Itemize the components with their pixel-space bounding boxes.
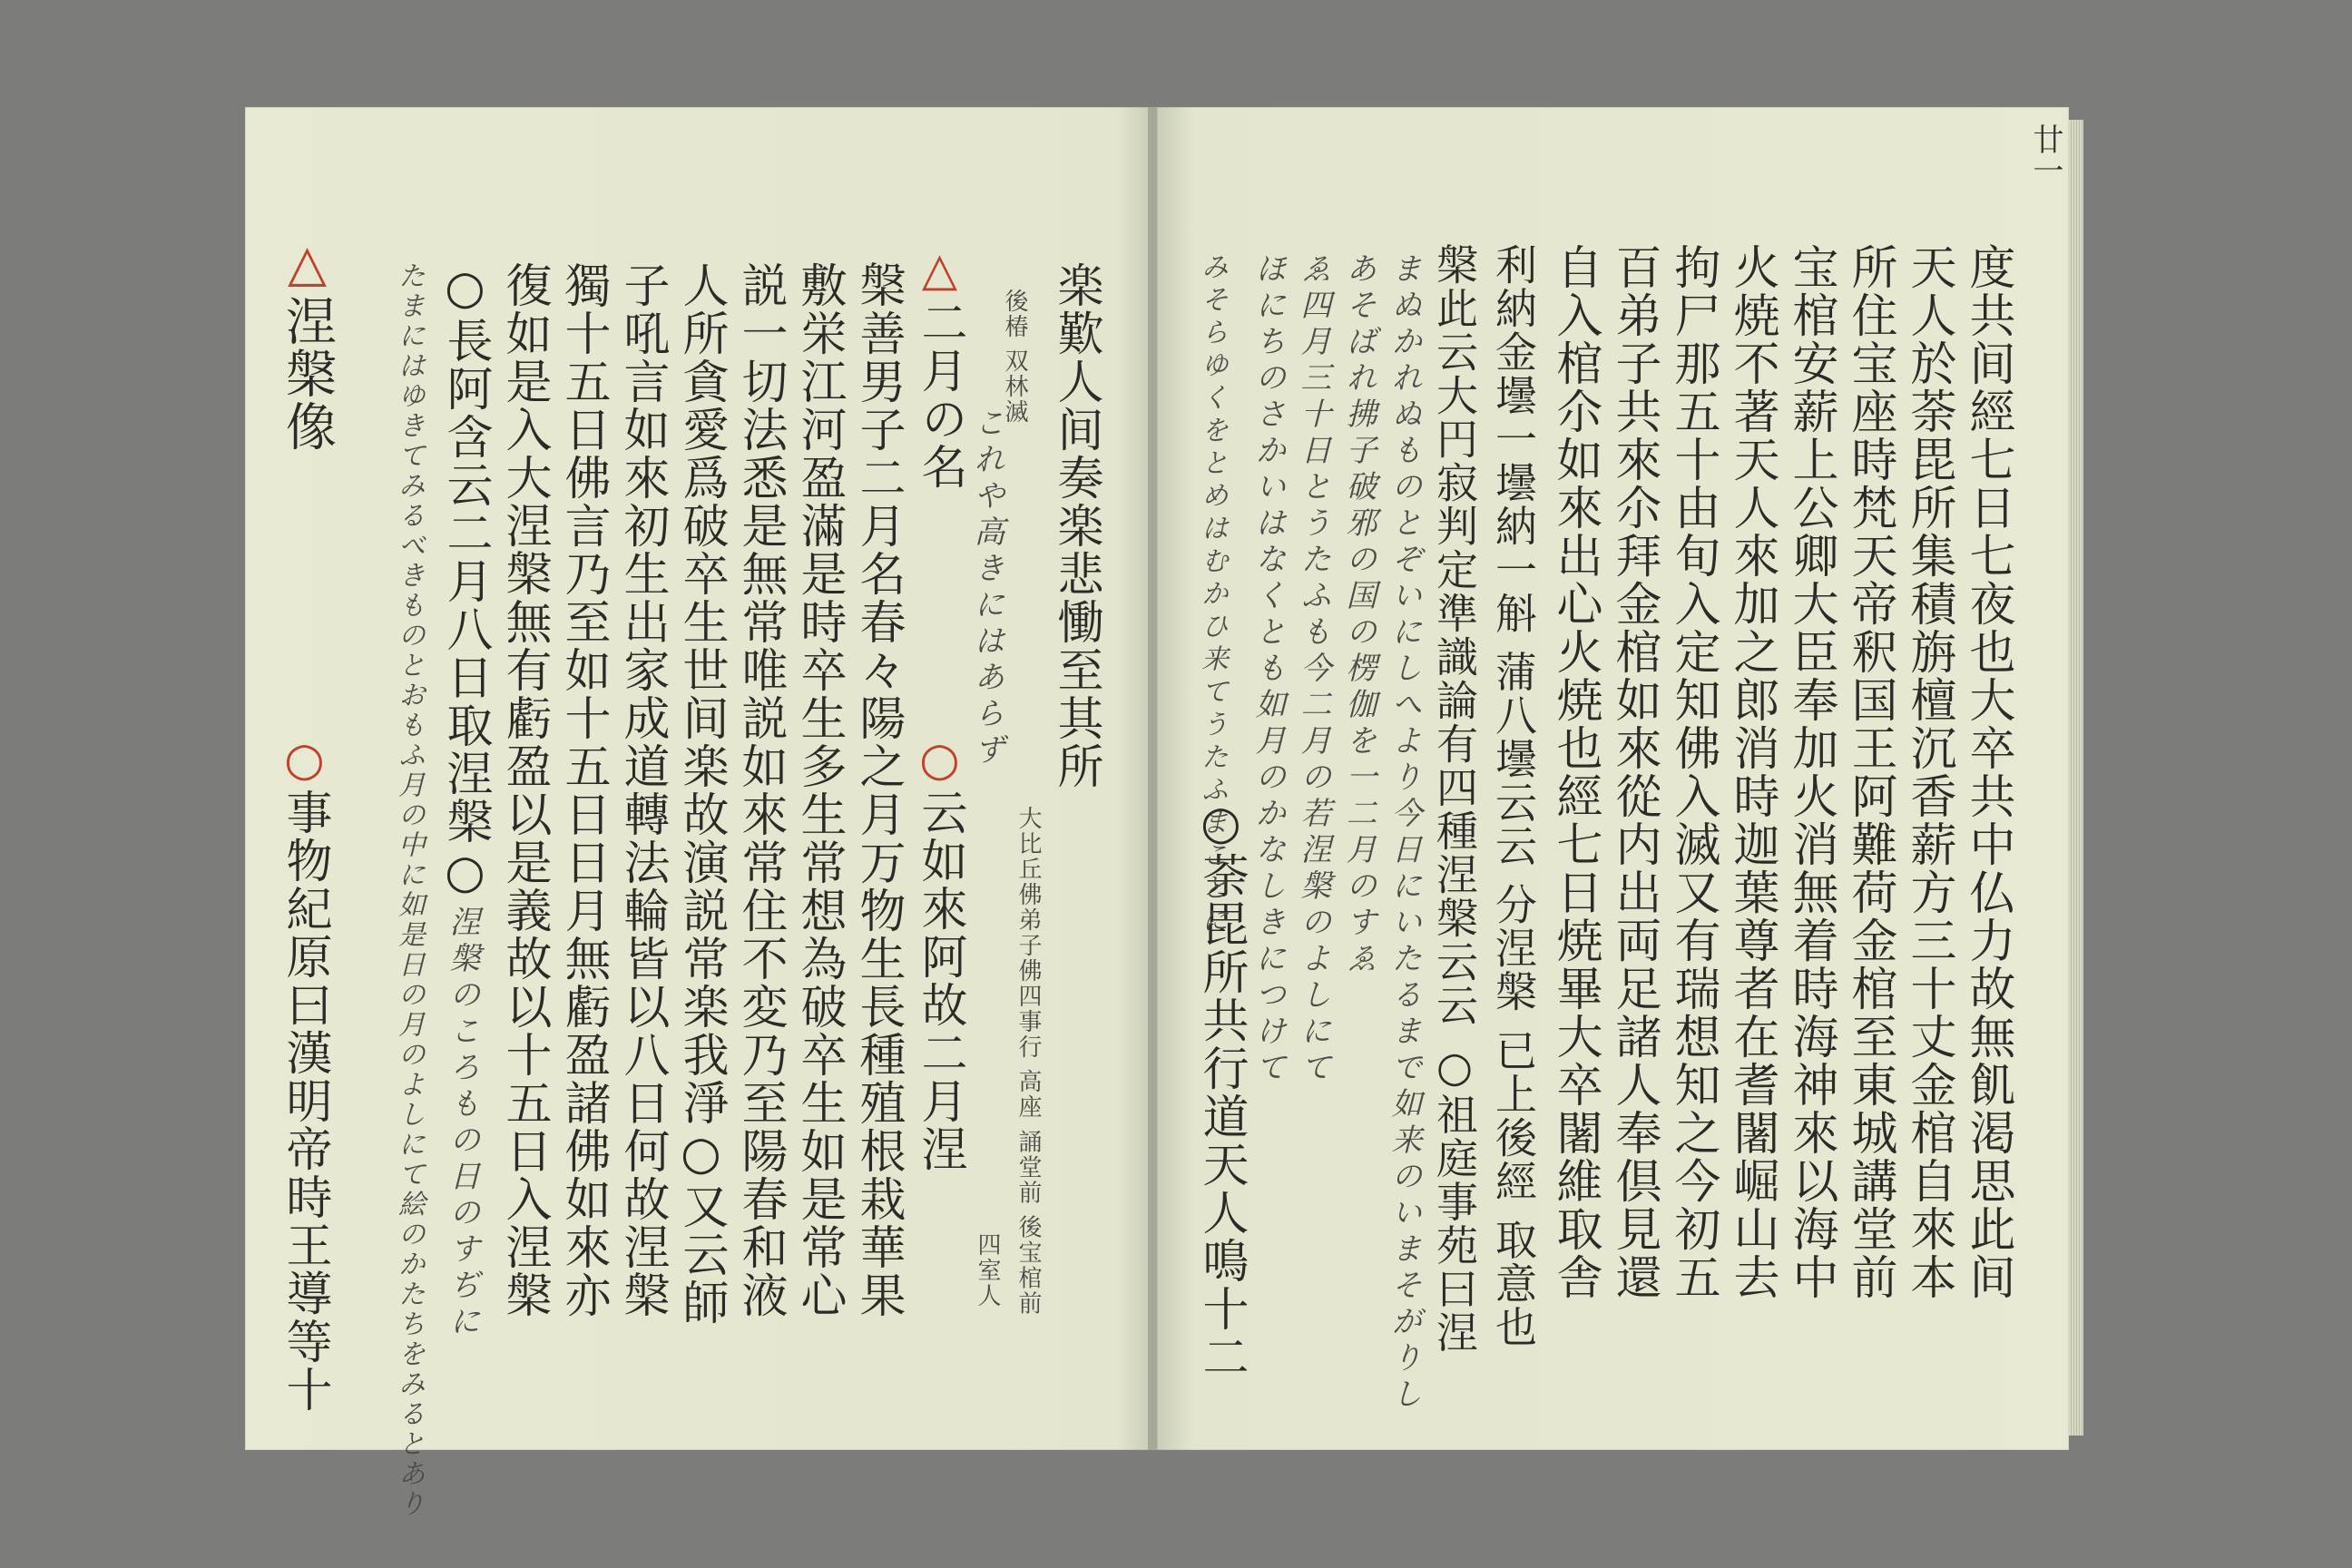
circle-marker-icon: ○: [913, 733, 966, 789]
left-heading-1-text: 二月の名: [913, 299, 966, 491]
left-col-e: 敷栄江河盈滿是時卒生多生常想為破卒生如是常心: [792, 261, 846, 1319]
right-cursive-col-1: まぬかれぬものとぞいにしへより今日にいたるまで如来のいまそがりし: [1386, 252, 1422, 1414]
left-col-c2-text: 云如來阿故二月涅: [913, 789, 966, 1173]
circle-marker-icon: ○: [278, 733, 331, 789]
left-heading-1: [913, 243, 966, 491]
left-col-i: 獨十五日佛言乃至如十五日日月無虧盈諸佛如來亦: [556, 261, 610, 1319]
right-col-4: 宝棺安薪上公卿大臣奉加火消無着時海神來以海中: [1784, 243, 1838, 1301]
left-col-b-end: 四室人: [974, 1232, 1001, 1308]
right-col-11: ○荼毘所共行道天人鳴十二: [1194, 797, 1248, 1381]
left-col-h: 子吼言如來初生出家成道轉法輪皆以八日何故涅槃: [615, 261, 669, 1319]
right-col-3: 所住宝座時梵天帝釈国王阿難荷金棺至東城講堂前: [1843, 243, 1896, 1301]
right-cursive-col-2: あそばれ拂子破邪の国の楞伽を一二月のすゑ: [1340, 252, 1377, 978]
left-col-a-note: 大比丘佛弟子佛四事行 高座 誦堂前 後宝棺前: [1014, 806, 1042, 1317]
right-col-7: 百弟子共來尒拜金棺如來從内出両足諸人奉倶見還: [1607, 243, 1661, 1301]
right-col-10: 槃此云大円寂判定準識論有四種涅槃云云 ○祖庭事苑曰涅: [1430, 243, 1479, 1355]
section-title-text: 涅槃像: [278, 295, 337, 453]
source-line: [278, 733, 331, 1414]
right-cursive-col-3: ゑ四月三十日とうたふも今二月の若涅槃のよしにて: [1295, 252, 1331, 1087]
right-col-5: 火焼不著天人來加之郎消時迦葉尊者在耆闍崛山去: [1725, 243, 1779, 1301]
right-col-2: 天人於荼毘所集積旃檀沉香薪方三十丈金棺自來本: [1902, 243, 1955, 1301]
right-col-8: 自入棺尒如來出心火焼也經七日焼畢大卒闍維取舎: [1548, 243, 1602, 1301]
right-cursive-col-5: みそらゆくをとめはむかひ来てうたふまことに: [1196, 252, 1228, 938]
left-col-l-cursive: たまにはゆきてみるべきものとおもふ月の中に如是日の月のよしにて絵のかたちをみるとあり: [393, 261, 425, 1519]
left-col-b-note: 後椿 双林滅: [1001, 289, 1028, 426]
left-col-d: 槃善男子二月名春々陽之月万物生長種殖根栽華果: [851, 261, 905, 1319]
left-col-c2: [913, 733, 966, 1173]
left-col-k: ○長阿含云二月八日取涅槃○: [438, 261, 492, 901]
triangle-marker-icon: △: [913, 243, 966, 299]
left-col-g: 人所貪愛爲破卒生世间楽故演説常楽我淨○又云師: [674, 261, 728, 1327]
open-book: [245, 107, 2078, 1519]
left-col-a: 楽歎人间奏楽悲慟至其所: [1049, 261, 1102, 790]
source-line-text: 事物紀原曰漢明帝時王導等十: [278, 789, 331, 1414]
left-col-j: 復如是入大涅槃無有虧盈以是義故以十五日入涅槃: [497, 261, 551, 1319]
right-col-9: 利納金壜一壜納一斛 蒲八壜云云 分涅槃 已上後經 取意也: [1489, 243, 1538, 1349]
left-col-b: これや高きにはあらず: [968, 407, 1004, 769]
section-title: [278, 234, 337, 453]
right-col-6: 拘尸那五十由旬入定知佛入滅又有瑞想知之今初五: [1666, 243, 1720, 1301]
left-col-k-cursive: 涅槃のころもの日のすぢに: [444, 906, 480, 1341]
right-cursive-col-4: ほにちのさかいはなくとも如月のかなしきにつけて: [1250, 252, 1286, 1087]
triangle-marker-icon: △: [278, 234, 337, 295]
right-col-1: 度共间經七日七夜也大卒共中仏力故無飢渇思此间: [1961, 243, 2014, 1301]
page-number: 廿一: [2027, 123, 2063, 185]
left-col-f: 説一切法悉是無常唯説如來常住不変乃至陽春和液: [733, 261, 787, 1319]
page-edges: [2069, 120, 2083, 1436]
